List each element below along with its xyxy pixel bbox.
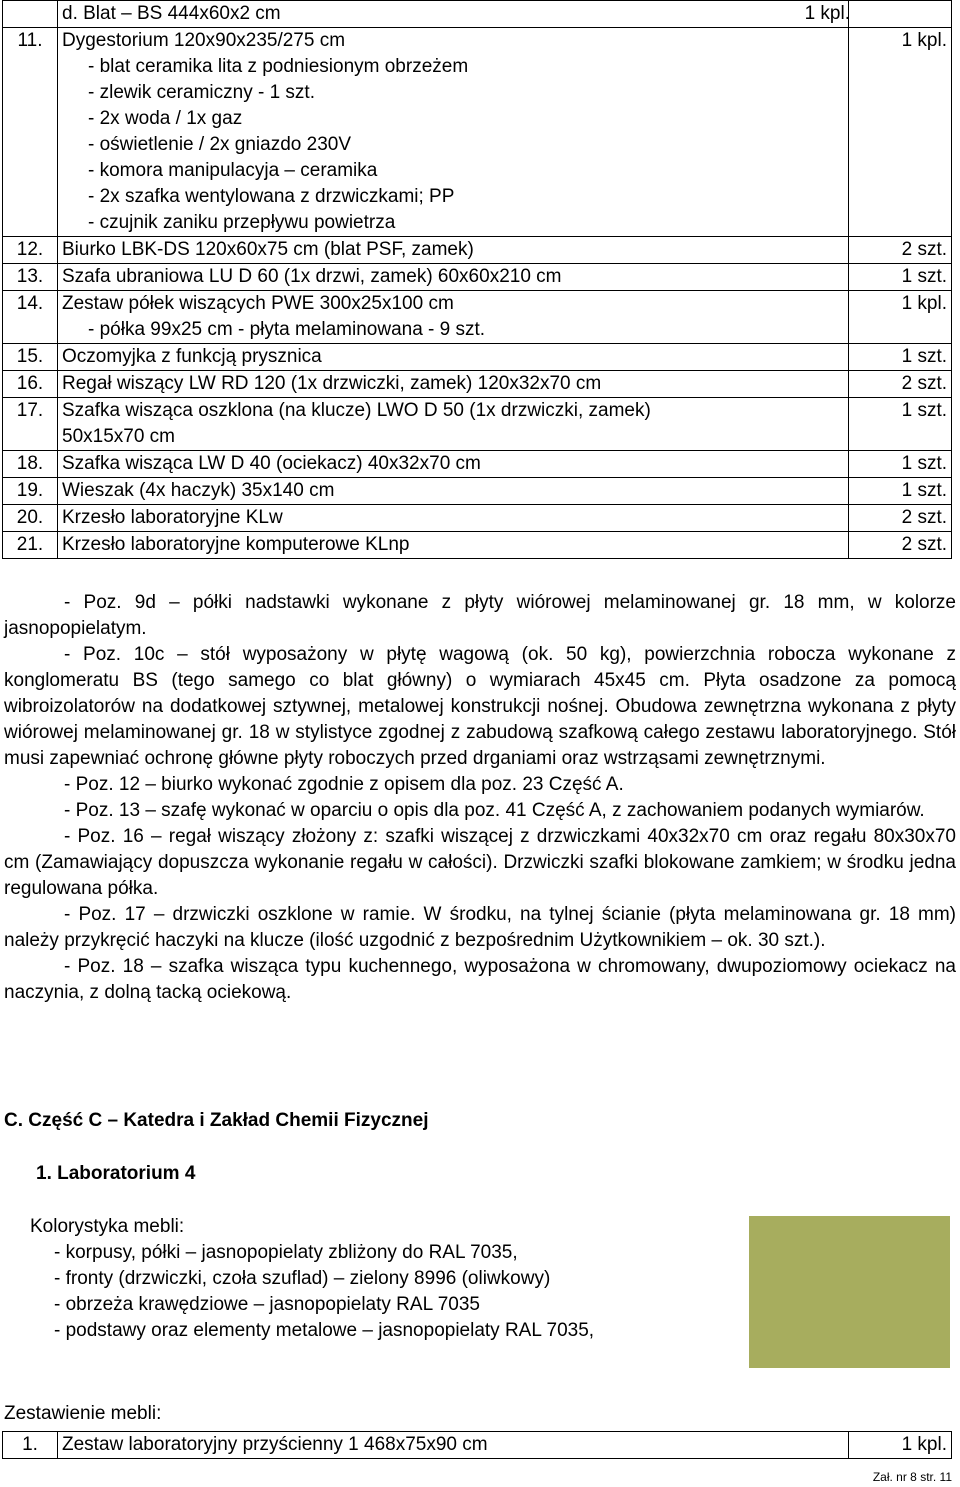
item-title: Zestaw półek wiszących PWE 300x25x100 cm bbox=[62, 293, 454, 314]
note-text: - Poz. 10c – stół wyposażony w płytę wagową (ok. 50 kg), powierzchnia robocza wykonane z konglomeratu BS (tego samego co blat główny) o wymiarach 45x45 cm. Płyta osadzone za pomocą wibroizolatorów na dodatkowej sztywnej, metalowej konstrukcji nośnej. Obudowa zewnętrzna wykonana z płyty wiórowej melaminowanej gr. 18 w stylistyce zgodnej z zabudową szafkową całego zestawu laboratoryjnego. Stół musi zapewniać ochronę główne płyty roboczych przed drganiami oraz wstrząsami zewnętrznymi. bbox=[4, 644, 956, 769]
item-sub-line: - blat ceramika lita z podniesionym obrzeżem bbox=[88, 56, 469, 77]
table-row bbox=[3, 398, 952, 451]
item-sub-line: - 2x woda / 1x gaz bbox=[88, 108, 243, 129]
item-sub-line: - komora manipulacyja – ceramika bbox=[88, 160, 378, 181]
color-scheme-label: Kolorystyka mebli: bbox=[30, 1216, 185, 1237]
row-number: 15. bbox=[3, 344, 58, 371]
row-number: 21. bbox=[3, 532, 58, 559]
table-row bbox=[3, 505, 952, 532]
row-description bbox=[58, 237, 849, 264]
note-paragraph bbox=[4, 824, 956, 902]
item-title: Oczomyjka z funkcją prysznica bbox=[62, 346, 322, 367]
row-description bbox=[58, 398, 849, 451]
row-quantity: 1 szt. bbox=[849, 398, 952, 451]
table-row bbox=[3, 264, 952, 291]
note-paragraph bbox=[4, 902, 956, 954]
row-number: 14. bbox=[3, 291, 58, 344]
row-quantity bbox=[849, 1, 952, 28]
row-quantity: 1 szt. bbox=[849, 344, 952, 371]
note-text: - Poz. 18 – szafka wisząca typu kuchennego, wyposażona w chromowany, dwupoziomowy ociekacz na naczynia, z dolną tacką ociekową. bbox=[4, 956, 956, 1003]
item-sub-line: - czujnik zaniku przepływu powietrza bbox=[88, 212, 396, 233]
row-number: 19. bbox=[3, 478, 58, 505]
color-scheme bbox=[30, 1214, 594, 1344]
row-quantity: 2 szt. bbox=[849, 237, 952, 264]
item-title: Krzesło laboratoryjne KLw bbox=[62, 507, 283, 528]
table-row bbox=[3, 237, 952, 264]
note-text: - Poz. 17 – drzwiczki oszklone w ramie. W środku, na tylnej ścianie (płyta melaminowana gr. 18 mm) należy przykręcić haczyki na klucze (ilość uzgodnić z bezpośrednim Użytkownikiem – ok. 30 szt.). bbox=[4, 904, 956, 951]
section-title: C. Część C – Katedra i Zakład Chemii Fizycznej bbox=[4, 1110, 429, 1131]
row-description bbox=[58, 371, 849, 398]
row-quantity: 1 kpl. bbox=[849, 28, 952, 237]
table-row bbox=[3, 291, 952, 344]
color-item: - fronty (drzwiczki, czoła szuflad) – zielony 8996 (oliwkowy) bbox=[54, 1268, 551, 1289]
row-number: 13. bbox=[3, 264, 58, 291]
table-row bbox=[3, 28, 952, 237]
note-paragraph bbox=[4, 590, 956, 642]
item-sub-line: - oświetlenie / 2x gniazdo 230V bbox=[88, 134, 351, 155]
table-row bbox=[3, 532, 952, 559]
row-number: 16. bbox=[3, 371, 58, 398]
row-quantity: 1 kpl. bbox=[849, 1432, 952, 1459]
table-row bbox=[3, 451, 952, 478]
row-description bbox=[58, 532, 849, 559]
furniture-list-table bbox=[2, 1431, 952, 1459]
note-text: - Poz. 16 – regał wiszący złożony z: szafki wiszącej z drzwiczkami 40x32x70 cm oraz regału 80x30x70 cm (Zamawiający dopuszcza wykonanie regału w całości). Drzwiczki szafki blokowane zamkiem; w środku jedna regulowana półka. bbox=[4, 826, 956, 899]
row-description bbox=[58, 451, 849, 478]
notes-section bbox=[4, 590, 956, 1006]
furniture-list-label: Zestawienie mebli: bbox=[4, 1403, 162, 1424]
note-paragraph bbox=[4, 772, 956, 798]
item-title: Krzesło laboratoryjne komputerowe KLnp bbox=[62, 534, 410, 555]
top-row-inner-qty: 1 kpl. bbox=[804, 3, 850, 24]
item-title: Szafka wisząca oszklona (na klucze) LWO D 50 (1x drzwiczki, zamek) bbox=[62, 400, 651, 421]
row-number: 20. bbox=[3, 505, 58, 532]
row-number: 12. bbox=[3, 237, 58, 264]
note-paragraph bbox=[4, 642, 956, 772]
item-title: Wieszak (4x haczyk) 35x140 cm bbox=[62, 480, 335, 501]
table-row bbox=[3, 371, 952, 398]
row-quantity: 2 szt. bbox=[849, 505, 952, 532]
color-item: - korpusy, półki – jasnopopielaty zbliżony do RAL 7035, bbox=[54, 1242, 518, 1263]
row-number: 11. bbox=[3, 28, 58, 237]
item-title: Szafka wisząca LW D 40 (ociekacz) 40x32x70 cm bbox=[62, 453, 481, 474]
note-text: - Poz. 13 – szafę wykonać w oparciu o opis dla poz. 41 Część A, z zachowaniem podanych wymiarów. bbox=[64, 800, 925, 821]
row-quantity: 1 szt. bbox=[849, 451, 952, 478]
row-number: 18. bbox=[3, 451, 58, 478]
page-footer: Zał. nr 8 str. 11 bbox=[872, 1470, 952, 1484]
item-title: Regał wiszący LW RD 120 (1x drzwiczki, zamek) 120x32x70 cm bbox=[62, 373, 602, 394]
row-description: Zestaw laboratoryjny przyścienny 1 468x75x90 cm bbox=[58, 1432, 849, 1459]
table-row bbox=[3, 1432, 952, 1459]
row-quantity: 1 kpl. bbox=[849, 291, 952, 344]
row-description bbox=[58, 344, 849, 371]
item-title: Dygestorium 120x90x235/275 cm bbox=[62, 30, 346, 51]
row-number: 17. bbox=[3, 398, 58, 451]
row-quantity: 1 szt. bbox=[849, 478, 952, 505]
table-row bbox=[3, 478, 952, 505]
row-number bbox=[3, 1, 58, 28]
table-row bbox=[3, 344, 952, 371]
sub-title: 1. Laboratorium 4 bbox=[36, 1163, 196, 1184]
row-description bbox=[58, 478, 849, 505]
olive-color-swatch bbox=[749, 1216, 950, 1368]
row-description bbox=[58, 505, 849, 532]
row-description bbox=[58, 291, 849, 344]
color-item: - obrzeża krawędziowe – jasnopopielaty RAL 7035 bbox=[54, 1294, 480, 1315]
note-text: - Poz. 9d – półki nadstawki wykonane z płyty wiórowej melaminowanej gr. 18 mm, w kolorze jasnopopielatym. bbox=[4, 592, 956, 639]
top-row-text: d. Blat – BS 444x60x2 cm bbox=[62, 3, 281, 24]
table-row bbox=[3, 1, 952, 28]
row-quantity: 2 szt. bbox=[849, 371, 952, 398]
item-title-continued: 50x15x70 cm bbox=[62, 426, 176, 447]
item-sub-line: - zlewik ceramiczny - 1 szt. bbox=[88, 82, 315, 103]
note-paragraph bbox=[4, 798, 956, 824]
row-quantity: 1 szt. bbox=[849, 264, 952, 291]
row-number: 1. bbox=[3, 1432, 58, 1459]
furniture-items-table bbox=[2, 0, 952, 559]
row-description bbox=[58, 264, 849, 291]
color-item: - podstawy oraz elementy metalowe – jasnopopielaty RAL 7035, bbox=[54, 1320, 595, 1341]
item-title: Biurko LBK-DS 120x60x75 cm (blat PSF, zamek) bbox=[62, 239, 474, 260]
note-paragraph bbox=[4, 954, 956, 1006]
note-text: - Poz. 12 – biurko wykonać zgodnie z opisem dla poz. 23 Część A. bbox=[64, 774, 624, 795]
row-description bbox=[58, 28, 849, 237]
item-sub-line: - półka 99x25 cm - płyta melaminowana - 9 szt. bbox=[88, 319, 486, 340]
row-description bbox=[58, 1, 849, 28]
item-title: Szafa ubraniowa LU D 60 (1x drzwi, zamek) 60x60x210 cm bbox=[62, 266, 562, 287]
item-sub-line: - 2x szafka wentylowana z drzwiczkami; PP bbox=[88, 186, 455, 207]
row-quantity: 2 szt. bbox=[849, 532, 952, 559]
